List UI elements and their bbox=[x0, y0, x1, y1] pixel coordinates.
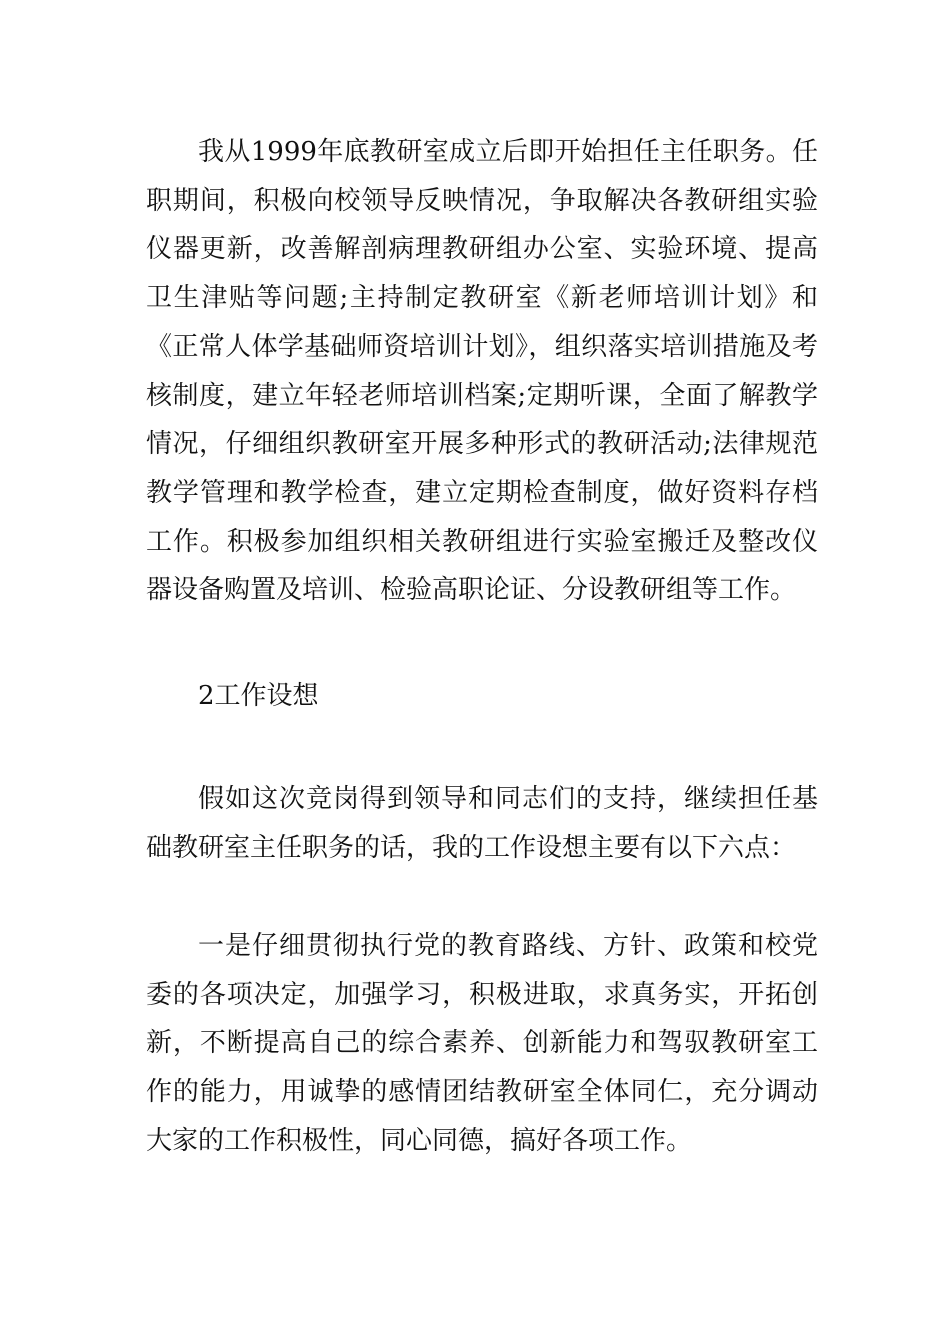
section-heading-work-plan: 2工作设想 bbox=[198, 681, 319, 711]
paragraph-experience: 我从1999年底教研室成立后即开始担任主任职务。任职期间，积极向校领导反映情况，争取解决各教研组实验仪器更新，改善解剖病理教研组办公室、实验环境、提高卫生津贴等问题;主持制定教研室《新老师培训计划》和《正常人体学基础师资培训计划》，组织落实培训措施及考核制度，建立年轻老师培训档案;定期听课，全面了解教学情况，仔细组织教研室开展多种形式的教研活动;法律规范教学管理和教学检查，建立定期检查制度，做好资料存档工作。积极参加组织相关教研组进行实验室搬迁及整改仪器设备购置及培训、检验高职论证、分设教研组等工作。 bbox=[146, 137, 818, 606]
paragraph-point-one: 一是仔细贯彻执行党的教育路线、方针、政策和校党委的各项决定，加强学习，积极进取，求真务实，开拓创新，不断提高自己的综合素养、创新能力和驾驭教研室工作的能力，用诚挚的感情团结教研室全体同仁，充分调动大家的工作积极性，同心同德，搞好各项工作。 bbox=[146, 931, 818, 1156]
paragraph-intro-plan: 假如这次竞岗得到领导和同志们的支持，继续担任基础教研室主任职务的话，我的工作设想主要有以下六点： bbox=[146, 784, 818, 863]
